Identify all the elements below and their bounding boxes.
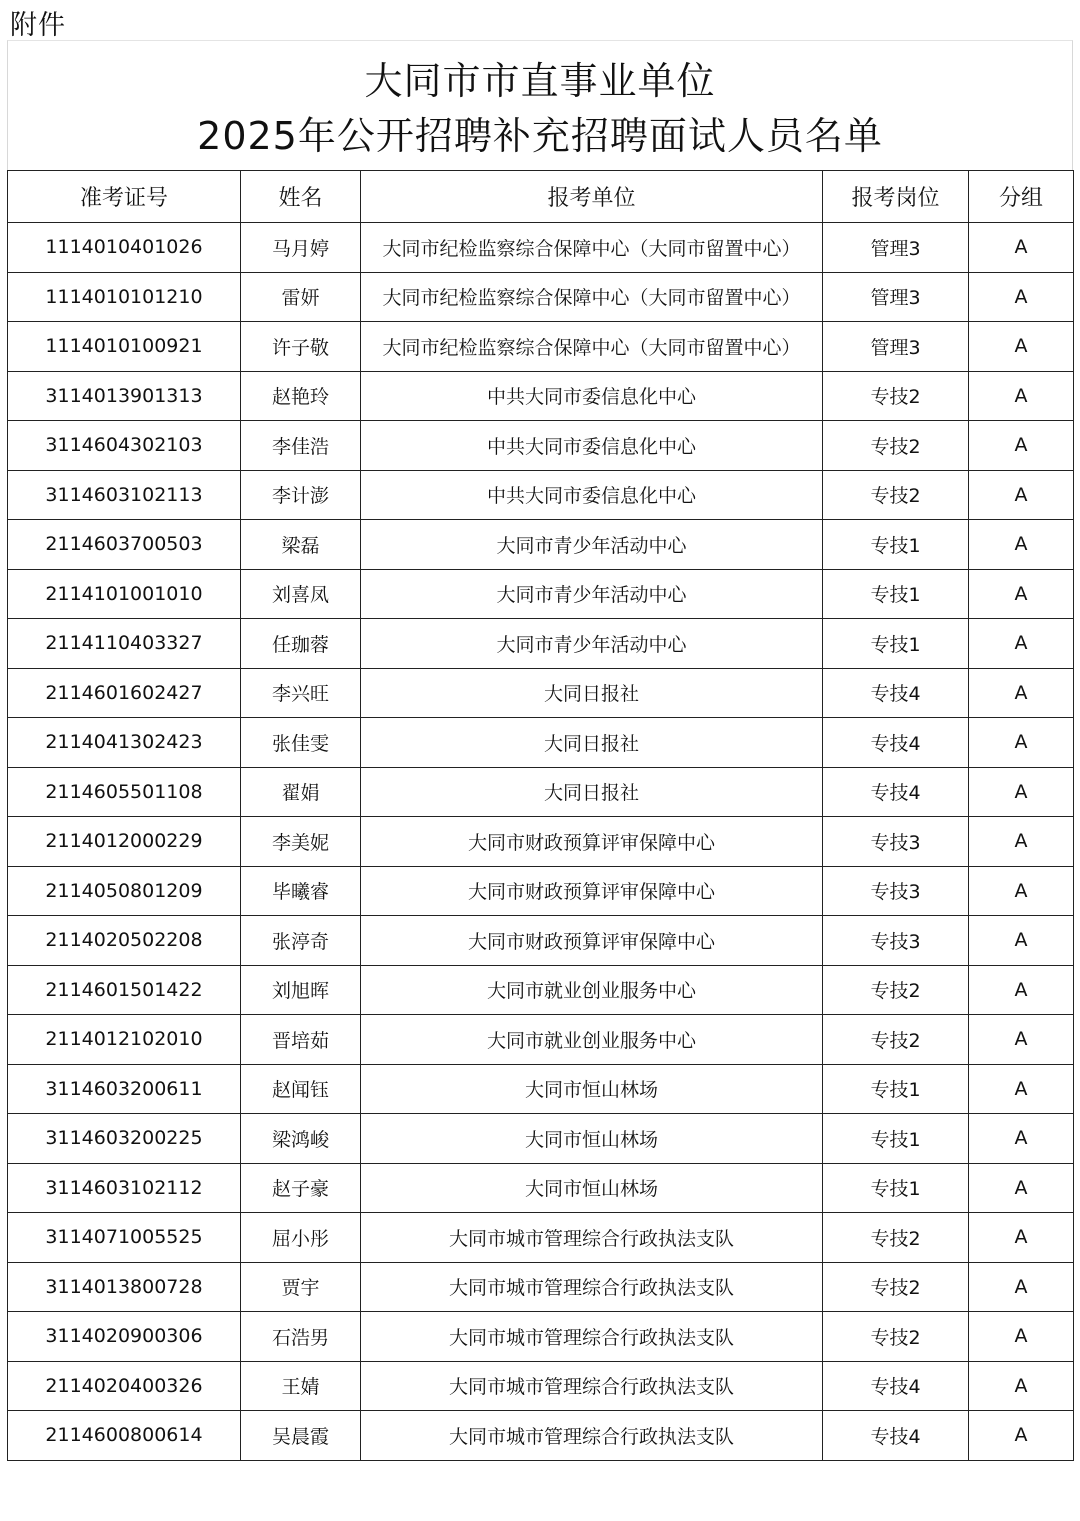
cell-post: 专技4 bbox=[823, 718, 969, 768]
table-row bbox=[8, 421, 1074, 471]
table-row bbox=[8, 569, 1074, 619]
cell-unit: 大同市财政预算评审保障中心 bbox=[361, 916, 823, 966]
cell-group: A bbox=[969, 1361, 1074, 1411]
cell-group: A bbox=[969, 916, 1074, 966]
cell-unit: 大同市青少年活动中心 bbox=[361, 520, 823, 570]
cell-exam-id: 3114603200225 bbox=[8, 1114, 241, 1164]
cell-exam-id: 2114020502208 bbox=[8, 916, 241, 966]
cell-name: 吴晨霞 bbox=[241, 1411, 361, 1461]
cell-group: A bbox=[969, 1015, 1074, 1065]
cell-group: A bbox=[969, 1114, 1074, 1164]
cell-unit: 中共大同市委信息化中心 bbox=[361, 421, 823, 471]
cell-name: 石浩男 bbox=[241, 1312, 361, 1362]
attachment-label: 附件 bbox=[10, 10, 66, 41]
cell-unit: 大同市恒山林场 bbox=[361, 1064, 823, 1114]
cell-name: 李计澎 bbox=[241, 470, 361, 520]
table-row bbox=[8, 1262, 1074, 1312]
cell-exam-id: 2114601602427 bbox=[8, 668, 241, 718]
cell-exam-id: 2114012102010 bbox=[8, 1015, 241, 1065]
page-title-line1: 大同市市直事业单位 bbox=[364, 59, 716, 103]
cell-group: A bbox=[969, 1262, 1074, 1312]
cell-exam-id: 3114013901313 bbox=[8, 371, 241, 421]
cell-exam-id: 1114010401026 bbox=[8, 223, 241, 273]
cell-unit: 大同市纪检监察综合保障中心（大同市留置中心） bbox=[361, 272, 823, 322]
header-name: 姓名 bbox=[241, 171, 361, 223]
table-row bbox=[8, 1312, 1074, 1362]
cell-exam-id: 2114601501422 bbox=[8, 965, 241, 1015]
cell-exam-id: 3114020900306 bbox=[8, 1312, 241, 1362]
cell-exam-id: 3114603102113 bbox=[8, 470, 241, 520]
cell-post: 专技4 bbox=[823, 1411, 969, 1461]
cell-unit: 大同市青少年活动中心 bbox=[361, 619, 823, 669]
cell-unit: 大同市城市管理综合行政执法支队 bbox=[361, 1312, 823, 1362]
cell-name: 张渟奇 bbox=[241, 916, 361, 966]
cell-exam-id: 2114603700503 bbox=[8, 520, 241, 570]
cell-unit: 中共大同市委信息化中心 bbox=[361, 371, 823, 421]
cell-exam-id: 2114110403327 bbox=[8, 619, 241, 669]
header-group: 分组 bbox=[969, 171, 1074, 223]
cell-exam-id: 3114603102112 bbox=[8, 1163, 241, 1213]
cell-group: A bbox=[969, 1163, 1074, 1213]
table-row bbox=[8, 1064, 1074, 1114]
cell-name: 贾宇 bbox=[241, 1262, 361, 1312]
interview-roster-table bbox=[7, 170, 1074, 1461]
cell-post: 专技4 bbox=[823, 767, 969, 817]
cell-group: A bbox=[969, 1064, 1074, 1114]
cell-unit: 大同市财政预算评审保障中心 bbox=[361, 866, 823, 916]
table-row bbox=[8, 916, 1074, 966]
cell-name: 任珈蓉 bbox=[241, 619, 361, 669]
cell-post: 管理3 bbox=[823, 272, 969, 322]
cell-name: 李美妮 bbox=[241, 817, 361, 867]
cell-group: A bbox=[969, 322, 1074, 372]
table-row bbox=[8, 1213, 1074, 1263]
cell-group: A bbox=[969, 965, 1074, 1015]
cell-post: 专技2 bbox=[823, 965, 969, 1015]
header-unit: 报考单位 bbox=[361, 171, 823, 223]
cell-exam-id: 2114050801209 bbox=[8, 866, 241, 916]
cell-unit: 大同市城市管理综合行政执法支队 bbox=[361, 1411, 823, 1461]
cell-post: 专技2 bbox=[823, 421, 969, 471]
cell-group: A bbox=[969, 718, 1074, 768]
cell-exam-id: 2114041302423 bbox=[8, 718, 241, 768]
cell-name: 毕曦睿 bbox=[241, 866, 361, 916]
cell-group: A bbox=[969, 619, 1074, 669]
cell-post: 专技2 bbox=[823, 1262, 969, 1312]
cell-group: A bbox=[969, 1312, 1074, 1362]
cell-group: A bbox=[969, 817, 1074, 867]
table-row bbox=[8, 272, 1074, 322]
table-row bbox=[8, 520, 1074, 570]
cell-exam-id: 1114010100921 bbox=[8, 322, 241, 372]
cell-post: 专技1 bbox=[823, 1114, 969, 1164]
cell-unit: 中共大同市委信息化中心 bbox=[361, 470, 823, 520]
cell-unit: 大同市纪检监察综合保障中心（大同市留置中心） bbox=[361, 322, 823, 372]
cell-name: 王婧 bbox=[241, 1361, 361, 1411]
cell-post: 专技3 bbox=[823, 916, 969, 966]
cell-post: 专技2 bbox=[823, 371, 969, 421]
cell-group: A bbox=[969, 1213, 1074, 1263]
cell-exam-id: 2114600800614 bbox=[8, 1411, 241, 1461]
table-row bbox=[8, 767, 1074, 817]
cell-exam-id: 1114010101210 bbox=[8, 272, 241, 322]
table-row bbox=[8, 1163, 1074, 1213]
cell-unit: 大同市纪检监察综合保障中心（大同市留置中心） bbox=[361, 223, 823, 273]
cell-post: 专技4 bbox=[823, 668, 969, 718]
page-title-line2: 2025年公开招聘补充招聘面试人员名单 bbox=[197, 114, 883, 158]
cell-name: 李佳浩 bbox=[241, 421, 361, 471]
cell-name: 刘旭晖 bbox=[241, 965, 361, 1015]
cell-unit: 大同市城市管理综合行政执法支队 bbox=[361, 1361, 823, 1411]
cell-post: 专技2 bbox=[823, 1312, 969, 1362]
cell-post: 专技2 bbox=[823, 1015, 969, 1065]
cell-exam-id: 2114012000229 bbox=[8, 817, 241, 867]
cell-group: A bbox=[969, 569, 1074, 619]
cell-name: 许子敬 bbox=[241, 322, 361, 372]
cell-name: 梁磊 bbox=[241, 520, 361, 570]
cell-name: 梁鸿峻 bbox=[241, 1114, 361, 1164]
cell-exam-id: 3114603200611 bbox=[8, 1064, 241, 1114]
cell-exam-id: 3114604302103 bbox=[8, 421, 241, 471]
cell-group: A bbox=[969, 866, 1074, 916]
cell-group: A bbox=[969, 520, 1074, 570]
cell-name: 晋培茹 bbox=[241, 1015, 361, 1065]
cell-post: 专技2 bbox=[823, 470, 969, 520]
cell-post: 专技1 bbox=[823, 520, 969, 570]
table-row bbox=[8, 1114, 1074, 1164]
cell-name: 赵闻钰 bbox=[241, 1064, 361, 1114]
table-row bbox=[8, 223, 1074, 273]
cell-group: A bbox=[969, 668, 1074, 718]
cell-group: A bbox=[969, 470, 1074, 520]
cell-post: 专技3 bbox=[823, 817, 969, 867]
cell-exam-id: 3114013800728 bbox=[8, 1262, 241, 1312]
cell-unit: 大同日报社 bbox=[361, 668, 823, 718]
table-row bbox=[8, 668, 1074, 718]
cell-group: A bbox=[969, 421, 1074, 471]
cell-post: 专技1 bbox=[823, 619, 969, 669]
cell-unit: 大同市就业创业服务中心 bbox=[361, 1015, 823, 1065]
cell-exam-id: 3114071005525 bbox=[8, 1213, 241, 1263]
cell-name: 雷妍 bbox=[241, 272, 361, 322]
cell-group: A bbox=[969, 767, 1074, 817]
table-row bbox=[8, 371, 1074, 421]
cell-group: A bbox=[969, 371, 1074, 421]
table-row bbox=[8, 817, 1074, 867]
cell-unit: 大同日报社 bbox=[361, 718, 823, 768]
cell-name: 翟娟 bbox=[241, 767, 361, 817]
cell-exam-id: 2114020400326 bbox=[8, 1361, 241, 1411]
table-row bbox=[8, 965, 1074, 1015]
cell-name: 张佳雯 bbox=[241, 718, 361, 768]
cell-post: 专技1 bbox=[823, 1163, 969, 1213]
table-header-row bbox=[8, 171, 1074, 223]
cell-name: 赵艳玲 bbox=[241, 371, 361, 421]
cell-unit: 大同日报社 bbox=[361, 767, 823, 817]
cell-name: 屈小彤 bbox=[241, 1213, 361, 1263]
table-row bbox=[8, 1411, 1074, 1461]
cell-name: 李兴旺 bbox=[241, 668, 361, 718]
cell-name: 赵子豪 bbox=[241, 1163, 361, 1213]
cell-name: 刘喜凤 bbox=[241, 569, 361, 619]
header-exam-id: 准考证号 bbox=[8, 171, 241, 223]
table-row bbox=[8, 1015, 1074, 1065]
cell-unit: 大同市城市管理综合行政执法支队 bbox=[361, 1262, 823, 1312]
cell-unit: 大同市财政预算评审保障中心 bbox=[361, 817, 823, 867]
cell-group: A bbox=[969, 272, 1074, 322]
cell-unit: 大同市恒山林场 bbox=[361, 1114, 823, 1164]
table-row bbox=[8, 470, 1074, 520]
table-row bbox=[8, 322, 1074, 372]
cell-post: 专技3 bbox=[823, 866, 969, 916]
cell-group: A bbox=[969, 1411, 1074, 1461]
header-post: 报考岗位 bbox=[823, 171, 969, 223]
cell-unit: 大同市恒山林场 bbox=[361, 1163, 823, 1213]
table-row bbox=[8, 619, 1074, 669]
cell-group: A bbox=[969, 223, 1074, 273]
cell-post: 专技1 bbox=[823, 1064, 969, 1114]
cell-unit: 大同市青少年活动中心 bbox=[361, 569, 823, 619]
table-body bbox=[8, 223, 1074, 1461]
cell-unit: 大同市城市管理综合行政执法支队 bbox=[361, 1213, 823, 1263]
table-row bbox=[8, 866, 1074, 916]
cell-exam-id: 2114605501108 bbox=[8, 767, 241, 817]
table-row bbox=[8, 718, 1074, 768]
cell-post: 管理3 bbox=[823, 322, 969, 372]
cell-exam-id: 2114101001010 bbox=[8, 569, 241, 619]
table-row bbox=[8, 1361, 1074, 1411]
cell-post: 专技2 bbox=[823, 1213, 969, 1263]
cell-name: 马月婷 bbox=[241, 223, 361, 273]
cell-post: 管理3 bbox=[823, 223, 969, 273]
cell-post: 专技1 bbox=[823, 569, 969, 619]
cell-unit: 大同市就业创业服务中心 bbox=[361, 965, 823, 1015]
cell-post: 专技4 bbox=[823, 1361, 969, 1411]
